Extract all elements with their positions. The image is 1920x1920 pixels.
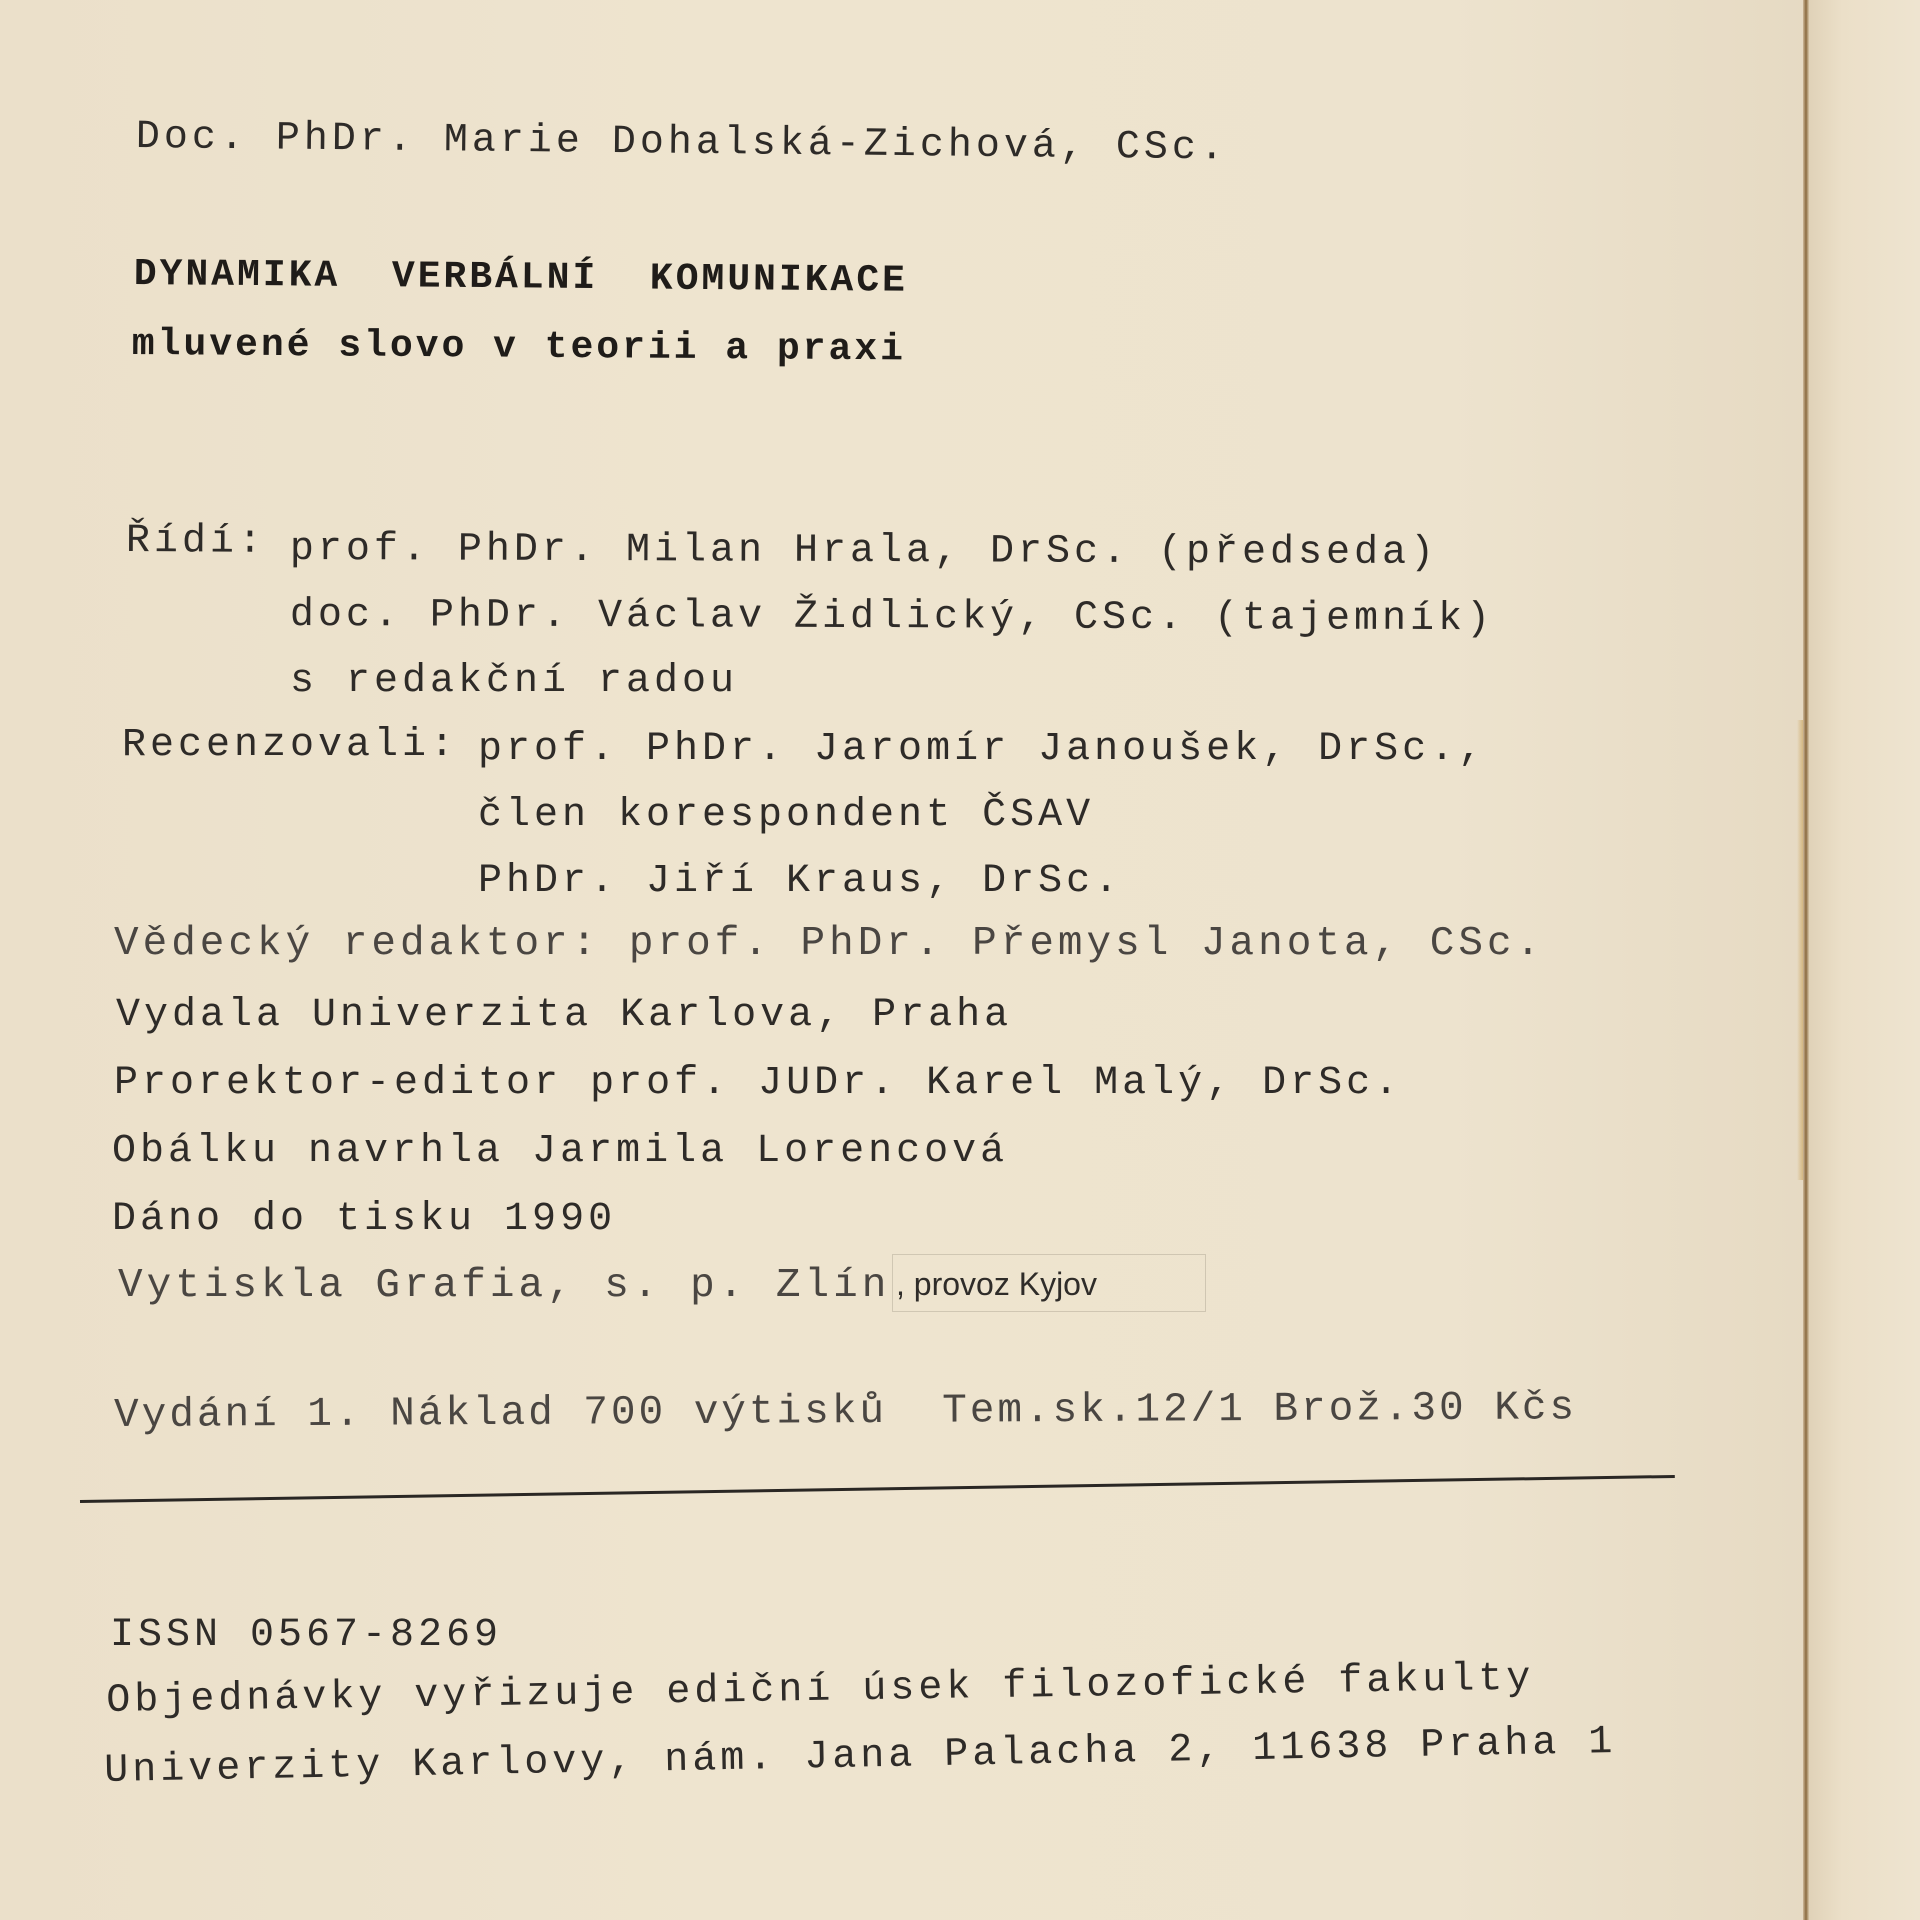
- ridi-chair: prof. PhDr. Milan Hrala, DrSc. (předseda): [289, 527, 1439, 577]
- orders-line-1: Objednávky vyřizuje ediční úsek filozofické fakulty: [105, 1656, 1535, 1724]
- author-line: Doc. PhDr. Marie Dohalská-Zichová, CSc.: [135, 115, 1229, 172]
- ridi-board: s redakční radou: [290, 659, 739, 704]
- orders-line-2: Univerzity Karlovy, nám. Jana Palacha 2, 11638 Praha 1: [103, 1719, 1617, 1794]
- book-subtitle: mluvené slovo v teorii a praxi: [131, 323, 907, 372]
- reviewer-1: prof. PhDr. Jaromír Janoušek, DrSc.,: [478, 727, 1487, 772]
- cover-designer-line: Obálku navrhla Jarmila Lorencová: [112, 1129, 1009, 1174]
- ridi-label: Řídí:: [125, 519, 267, 565]
- adjacent-page-strip: [1809, 0, 1920, 1920]
- ridi-secretary: doc. PhDr. Václav Židlický, CSc. (tajemník): [289, 593, 1495, 643]
- publisher-line: Vydala Univerzita Karlova, Praha: [116, 993, 1013, 1038]
- prorector-line: Prorektor-editor prof. JUDr. Karel Malý, DrSc.: [114, 1061, 1403, 1106]
- printer-line: Vytiskla Grafia, s. p. Zlín: [118, 1263, 891, 1309]
- print-date-line: Dáno do tisku 1990: [112, 1197, 617, 1242]
- reviewer-2: PhDr. Jiří Kraus, DrSc.: [478, 859, 1123, 904]
- scientific-editor: Vědecký redaktor: prof. PhDr. Přemysl Janota, CSc.: [114, 921, 1545, 967]
- reviewers-label: Recenzovali:: [122, 723, 459, 768]
- printer-stamp: , provoz Kyjov: [896, 1266, 1097, 1302]
- edition-line: Vydání 1. Náklad 700 výtisků Tem.sk.12/1 Brož.30 Kčs: [113, 1385, 1578, 1439]
- issn-line: ISSN 0567-8269: [110, 1613, 503, 1658]
- book-title: DYNAMIKA VERBÁLNÍ KOMUNIKACE: [133, 253, 909, 303]
- reviewer-1-title: člen korespondent ČSAV: [478, 793, 1095, 838]
